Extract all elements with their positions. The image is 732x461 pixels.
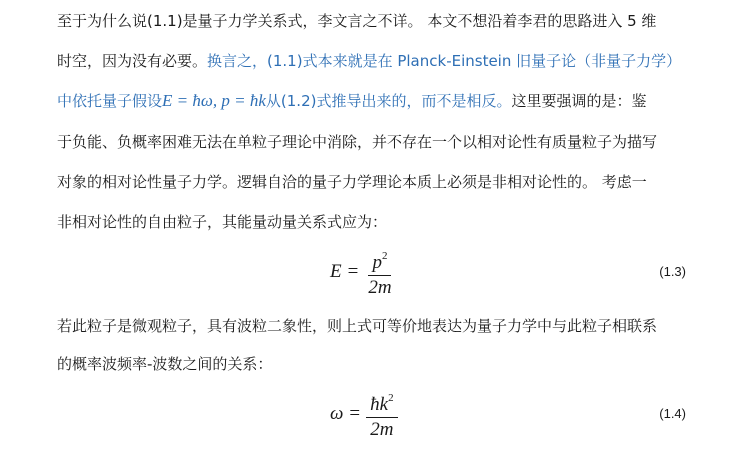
equation-1-3-number: (1.3) [659,264,686,279]
paragraph1-line2-plain: 时空，因为没有必要。 [57,52,208,70]
paragraph2-line2: 的概率波频率-波数之间的关系： [57,355,273,373]
paragraph1-line2 [57,51,697,71]
equation-1-4-exponent: 2 [388,392,394,404]
paragraph1-line3 [57,91,697,111]
equation-1-4 [0,384,732,444]
equation-1-3-fraction [364,244,395,300]
paragraph1-line3-plain: 这里要强调的是：鉴 [511,92,647,110]
equation-1-3-exponent: 2 [381,250,388,262]
paragraph2-line1: 若此粒子是微观粒子，具有波粒二象性，则上式可等价地表达为量子力学中与此粒子相联系 [57,317,658,335]
equation-1-3-numerator [368,244,391,276]
paragraph1-line3-highlight-b: 从(1.2)式推导出来的，而不是相反。 [265,92,512,110]
equation-1-4-lhs: ω [330,403,344,424]
equation-1-4-equals: = [349,403,361,424]
equation-1-3-equals: = [347,261,359,282]
equation-1-3-denominator: 2m [368,277,392,298]
equation-1-4-denominator: 2m [370,419,394,440]
paragraph1-line3-highlight-a: 中依托量子假设 [57,92,163,110]
equation-1-3-numerator-base: p [372,252,382,273]
paragraph1-line4: 于负能、负概率困难无法在单粒子理论中消除，并不存在一个以相对论性有质量粒子为描写 [57,133,658,151]
equation-1-3-body [330,242,396,302]
equation-1-3 [0,242,732,302]
equation-1-3-lhs: E [330,261,342,282]
equation-1-4-fraction [366,386,397,442]
paragraph1-line6: 非相对论性的自由粒子，其能量动量关系式应为： [57,213,388,231]
paragraph1-line1: 至于为什么说(1.1)是量子力学关系式，李文言之不详。 本文不想沿着李君的思路进入 5 维 [57,12,657,30]
equation-1-4-numerator [366,386,397,418]
inline-formula-planck-einstein: E = ħω, p = ħk [162,91,266,110]
paragraph1-line5: 对象的相对论性量子力学。逻辑自洽的量子力学理论本质上必须是非相对论性的。 考虑一 [57,173,647,191]
equation-1-4-body [330,384,398,444]
equation-1-4-numerator-base: ħk [370,394,389,415]
paragraph1-line2-highlight: 换言之，(1.1)式本来就是在 Planck-Einstein 旧量子论（非量子力学） [207,52,682,70]
equation-1-4-number: (1.4) [659,406,686,421]
